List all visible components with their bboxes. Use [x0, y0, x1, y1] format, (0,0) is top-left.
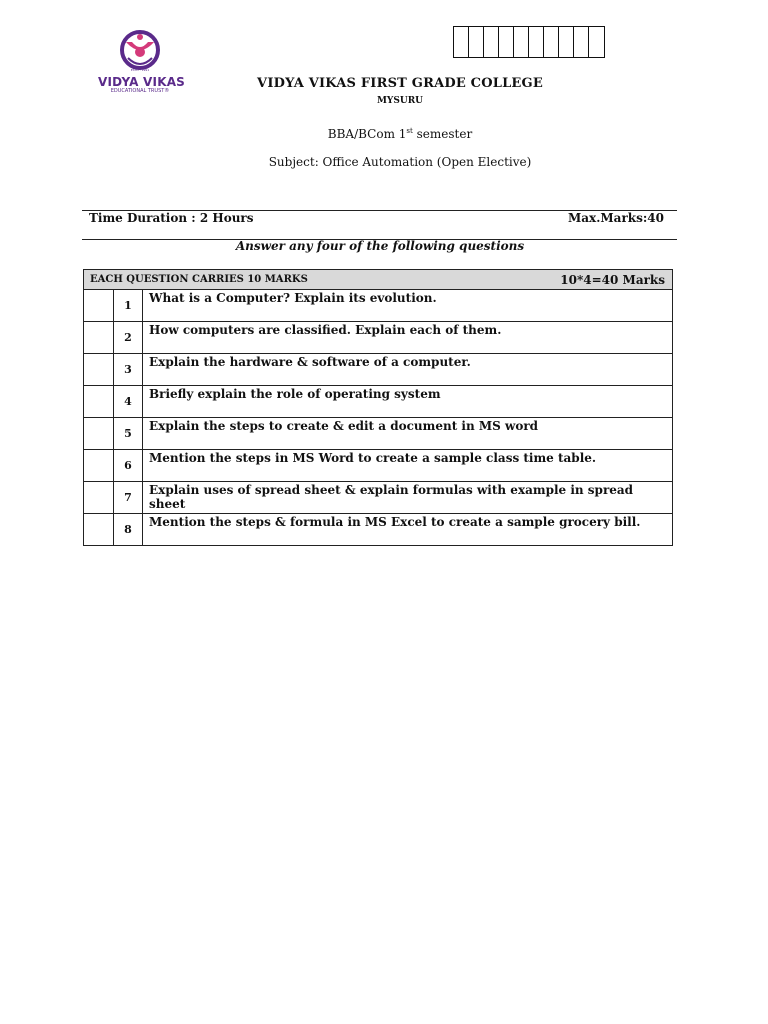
table-row: [84, 354, 673, 386]
blank-cell: [84, 354, 114, 386]
course-suffix: semester: [412, 127, 473, 141]
question-number: 6: [114, 450, 143, 482]
college-city: MYSURU: [376, 96, 424, 106]
question-number: 1: [114, 290, 143, 322]
register-number-cell[interactable]: [544, 27, 559, 57]
table-row: [84, 386, 673, 418]
total-marks-label: 10*4=40 Marks: [143, 270, 673, 290]
table-row: [84, 290, 673, 322]
questions-table: [83, 269, 673, 546]
marks-per-question-label: [84, 270, 308, 290]
table-row: [84, 514, 673, 546]
question-number: 4: [114, 386, 143, 418]
question-number: 8: [114, 514, 143, 546]
course-prefix: BBA/BCom 1: [327, 127, 407, 141]
blank-cell: [84, 386, 114, 418]
table-row: [84, 322, 673, 354]
blank-cell: [84, 482, 114, 514]
question-text: Mention the steps in MS Word to create a sample class time table.: [143, 450, 673, 482]
question-number: 7: [114, 482, 143, 514]
register-number-cell[interactable]: [454, 27, 469, 57]
table-header-row: [84, 270, 673, 290]
blank-cell: [84, 418, 114, 450]
blank-cell: [84, 322, 114, 354]
question-text: Explain the hardware & software of a computer.: [143, 354, 673, 386]
table-row: [84, 418, 673, 450]
instruction: Answer any four of the following questions: [235, 239, 525, 253]
register-number-cell[interactable]: [484, 27, 499, 57]
question-text: How computers are classified. Explain each of them.: [143, 322, 673, 354]
register-number-cell[interactable]: [529, 27, 544, 57]
register-number-cell[interactable]: [469, 27, 484, 57]
question-number: 3: [114, 354, 143, 386]
register-number-cell[interactable]: [499, 27, 514, 57]
logo-estd: ESTD : 1991: [130, 68, 150, 72]
marks-per-question-text: EACH QUESTION CARRIES 10 MARKS: [90, 274, 308, 285]
question-text: Mention the steps & formula in MS Excel to create a sample grocery bill.: [143, 514, 673, 546]
register-number-cell[interactable]: [574, 27, 589, 57]
question-text: Explain the steps to create & edit a document in MS word: [143, 418, 673, 450]
question-text: Briefly explain the role of operating system: [143, 386, 673, 418]
course-semester: [0, 127, 768, 141]
max-marks: Max.Marks:40: [568, 211, 664, 225]
college-name: VIDYA VIKAS FIRST GRADE COLLEGE: [257, 76, 543, 91]
table-row: [84, 450, 673, 482]
time-duration: Time Duration : 2 Hours: [89, 211, 254, 225]
table-row: [84, 482, 673, 514]
course-superscript: st: [406, 127, 413, 135]
logo-subtitle: EDUCATIONAL TRUST®: [110, 88, 170, 94]
logo-name: VIDYA VIKAS: [98, 75, 186, 89]
blank-cell: [84, 290, 114, 322]
register-number-cell[interactable]: [589, 27, 604, 57]
register-number-boxes[interactable]: [453, 26, 605, 58]
question-text: Explain uses of spread sheet & explain formulas with example in spread sheet: [143, 482, 673, 514]
blank-cell: [84, 450, 114, 482]
question-number: 2: [114, 322, 143, 354]
question-text: What is a Computer? Explain its evolution.: [143, 290, 673, 322]
subject-title: Subject: Office Automation (Open Elective): [268, 155, 532, 169]
register-number-cell[interactable]: [559, 27, 574, 57]
register-number-cell[interactable]: [514, 27, 529, 57]
question-number: 5: [114, 418, 143, 450]
blank-cell: [84, 514, 114, 546]
